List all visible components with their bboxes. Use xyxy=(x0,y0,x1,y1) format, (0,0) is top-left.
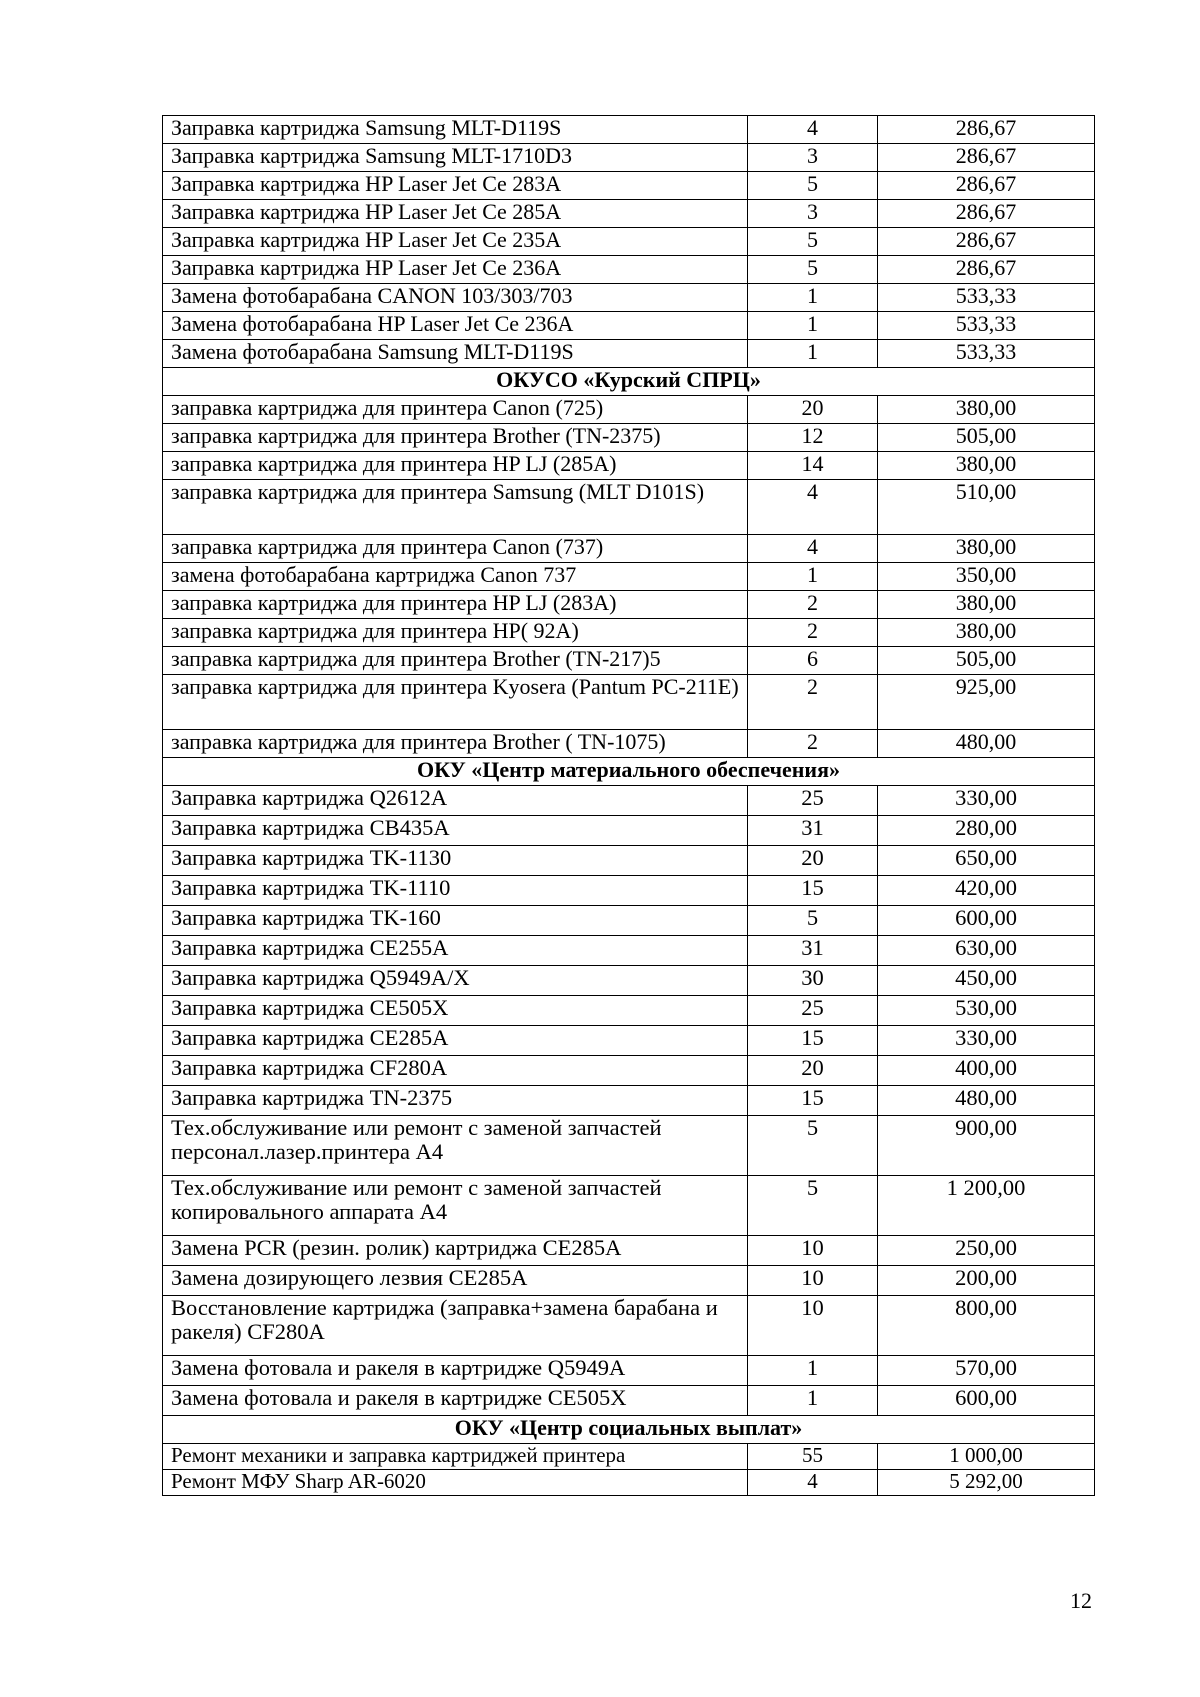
row-quantity: 4 xyxy=(748,480,878,535)
row-price: 286,67 xyxy=(878,228,1095,256)
row-quantity: 5 xyxy=(748,906,878,936)
table-row xyxy=(163,996,1095,1026)
table-row xyxy=(163,396,1095,424)
table-row xyxy=(163,116,1095,144)
row-quantity: 31 xyxy=(748,936,878,966)
row-description: Заправка картриджа CE255A xyxy=(163,936,748,966)
table-row xyxy=(163,1116,1095,1176)
row-price: 533,33 xyxy=(878,340,1095,368)
row-description: заправка картриджа для принтера HP LJ (283A) xyxy=(163,591,748,619)
table-row xyxy=(163,730,1095,758)
row-description: Заправка картриджа TK-1130 xyxy=(163,846,748,876)
row-price: 380,00 xyxy=(878,452,1095,480)
row-quantity: 4 xyxy=(748,535,878,563)
row-description: Замена фотовала и ракеля в картридже Q5949A xyxy=(163,1356,748,1386)
row-price: 925,00 xyxy=(878,675,1095,730)
row-quantity: 2 xyxy=(748,619,878,647)
table-row xyxy=(163,228,1095,256)
row-description: Заправка картриджа HP Laser Jet Ce 236A xyxy=(163,256,748,284)
table-row xyxy=(163,144,1095,172)
table-row xyxy=(163,619,1095,647)
row-price: 480,00 xyxy=(878,1086,1095,1116)
row-description: Замена фотобарабана HP Laser Jet Ce 236A xyxy=(163,312,748,340)
table-row xyxy=(163,1176,1095,1236)
table-row xyxy=(163,1086,1095,1116)
table-row xyxy=(163,591,1095,619)
table-row xyxy=(163,172,1095,200)
row-quantity: 5 xyxy=(748,1116,878,1176)
row-quantity: 5 xyxy=(748,256,878,284)
row-description: Заправка картриджа TK-1110 xyxy=(163,876,748,906)
row-price: 505,00 xyxy=(878,424,1095,452)
row-quantity: 10 xyxy=(748,1266,878,1296)
row-description: Заправка картриджа TK-160 xyxy=(163,906,748,936)
table-row xyxy=(163,1056,1095,1086)
table-row xyxy=(163,563,1095,591)
row-price: 380,00 xyxy=(878,619,1095,647)
table-row xyxy=(163,647,1095,675)
row-quantity: 1 xyxy=(748,563,878,591)
table-row xyxy=(163,1386,1095,1416)
row-price: 570,00 xyxy=(878,1356,1095,1386)
row-price: 650,00 xyxy=(878,846,1095,876)
table-row xyxy=(163,1296,1095,1356)
row-description: Тех.обслуживание или ремонт с заменой запчастей копировального аппарата А4 xyxy=(163,1176,748,1236)
row-price: 600,00 xyxy=(878,906,1095,936)
row-quantity: 2 xyxy=(748,730,878,758)
row-quantity: 6 xyxy=(748,647,878,675)
row-quantity: 15 xyxy=(748,1086,878,1116)
table-row xyxy=(163,1444,1095,1470)
row-quantity: 31 xyxy=(748,816,878,846)
row-description: заправка картриджа для принтера Canon (725) xyxy=(163,396,748,424)
table-row xyxy=(163,1266,1095,1296)
row-quantity: 3 xyxy=(748,144,878,172)
row-description: Замена фотобарабана CANON 103/303/703 xyxy=(163,284,748,312)
row-quantity: 1 xyxy=(748,284,878,312)
table-row xyxy=(163,816,1095,846)
row-description: Заправка картриджа HP Laser Jet Ce 285A xyxy=(163,200,748,228)
table-row xyxy=(163,1026,1095,1056)
row-quantity: 12 xyxy=(748,424,878,452)
row-quantity: 20 xyxy=(748,846,878,876)
row-description: заправка картриджа для принтера HP( 92A) xyxy=(163,619,748,647)
row-price: 286,67 xyxy=(878,200,1095,228)
row-quantity: 2 xyxy=(748,675,878,730)
row-price: 505,00 xyxy=(878,647,1095,675)
row-quantity: 20 xyxy=(748,1056,878,1086)
table-row xyxy=(163,846,1095,876)
row-quantity: 14 xyxy=(748,452,878,480)
row-description: Замена дозирующего лезвия CE285A xyxy=(163,1266,748,1296)
row-description: заправка картриджа для принтера HP LJ (285A) xyxy=(163,452,748,480)
row-quantity: 15 xyxy=(748,1026,878,1056)
row-description: Заправка картриджа TN-2375 xyxy=(163,1086,748,1116)
row-price: 380,00 xyxy=(878,591,1095,619)
row-price: 380,00 xyxy=(878,535,1095,563)
row-quantity: 4 xyxy=(748,116,878,144)
row-quantity: 5 xyxy=(748,1176,878,1236)
row-price: 280,00 xyxy=(878,816,1095,846)
row-quantity: 1 xyxy=(748,1386,878,1416)
row-price: 533,33 xyxy=(878,284,1095,312)
table-row xyxy=(163,966,1095,996)
row-description: Замена фотобарабана Samsung MLT-D119S xyxy=(163,340,748,368)
table-row xyxy=(163,200,1095,228)
row-description: Замена фотовала и ракеля в картридже CE505X xyxy=(163,1386,748,1416)
row-description: заправка картриджа для принтера Kyosera (Pantum PC-211E) xyxy=(163,675,748,730)
row-description: замена фотобарабана картриджа Canon 737 xyxy=(163,563,748,591)
row-quantity: 10 xyxy=(748,1236,878,1266)
page-number: 12 xyxy=(1070,1588,1092,1613)
table-row xyxy=(163,906,1095,936)
row-price: 533,33 xyxy=(878,312,1095,340)
row-price: 330,00 xyxy=(878,1026,1095,1056)
row-price: 480,00 xyxy=(878,730,1095,758)
row-quantity: 10 xyxy=(748,1296,878,1356)
price-table xyxy=(162,115,1095,1496)
row-quantity: 1 xyxy=(748,312,878,340)
table-row xyxy=(163,876,1095,906)
row-description: Заправка картриджа CB435A xyxy=(163,816,748,846)
section-title: ОКУСО «Курский СПРЦ» xyxy=(163,368,1095,396)
section-title: ОКУ «Центр материального обеспечения» xyxy=(163,758,1095,786)
row-price: 330,00 xyxy=(878,786,1095,816)
row-price: 286,67 xyxy=(878,256,1095,284)
table-row xyxy=(163,1236,1095,1266)
row-quantity: 15 xyxy=(748,876,878,906)
table-row xyxy=(163,786,1095,816)
table-row xyxy=(163,312,1095,340)
row-quantity: 5 xyxy=(748,172,878,200)
row-price: 286,67 xyxy=(878,144,1095,172)
row-price: 5 292,00 xyxy=(878,1470,1095,1496)
row-description: Восстановление картриджа (заправка+замена барабана и ракеля) CF280A xyxy=(163,1296,748,1356)
row-price: 420,00 xyxy=(878,876,1095,906)
row-quantity: 4 xyxy=(748,1470,878,1496)
row-price: 350,00 xyxy=(878,563,1095,591)
row-description: Заправка картриджа Samsung MLT-D119S xyxy=(163,116,748,144)
row-price: 286,67 xyxy=(878,116,1095,144)
table-row xyxy=(163,340,1095,368)
row-quantity: 2 xyxy=(748,591,878,619)
section-header-row xyxy=(163,758,1095,786)
row-price: 600,00 xyxy=(878,1386,1095,1416)
row-price: 200,00 xyxy=(878,1266,1095,1296)
row-description: Ремонт механики и заправка картриджей принтера xyxy=(163,1444,748,1470)
table-row xyxy=(163,480,1095,535)
row-description: заправка картриджа для принтера Canon (737) xyxy=(163,535,748,563)
row-price: 400,00 xyxy=(878,1056,1095,1086)
row-description: Заправка картриджа Q5949A/X xyxy=(163,966,748,996)
row-description: Ремонт МФУ Sharp AR-6020 xyxy=(163,1470,748,1496)
row-quantity: 55 xyxy=(748,1444,878,1470)
table-row xyxy=(163,452,1095,480)
row-price: 900,00 xyxy=(878,1116,1095,1176)
row-price: 450,00 xyxy=(878,966,1095,996)
row-price: 530,00 xyxy=(878,996,1095,1026)
row-price: 380,00 xyxy=(878,396,1095,424)
row-description: Заправка картриджа Q2612A xyxy=(163,786,748,816)
row-description: Заправка картриджа Samsung MLT-1710D3 xyxy=(163,144,748,172)
table-row xyxy=(163,1356,1095,1386)
table-row xyxy=(163,535,1095,563)
row-price: 286,67 xyxy=(878,172,1095,200)
row-quantity: 1 xyxy=(748,1356,878,1386)
row-price: 510,00 xyxy=(878,480,1095,535)
row-description: заправка картриджа для принтера Samsung (MLT D101S) xyxy=(163,480,748,535)
row-quantity: 5 xyxy=(748,228,878,256)
row-description: Заправка картриджа HP Laser Jet Ce 235A xyxy=(163,228,748,256)
row-description: Замена PCR (резин. ролик) картриджа CE285A xyxy=(163,1236,748,1266)
row-description: Заправка картриджа CE285A xyxy=(163,1026,748,1056)
table-row xyxy=(163,936,1095,966)
row-quantity: 25 xyxy=(748,996,878,1026)
table-row xyxy=(163,284,1095,312)
row-price: 630,00 xyxy=(878,936,1095,966)
row-quantity: 3 xyxy=(748,200,878,228)
row-quantity: 25 xyxy=(748,786,878,816)
table-row xyxy=(163,1470,1095,1496)
row-description: Тех.обслуживание или ремонт с заменой запчастей персонал.лазер.принтера А4 xyxy=(163,1116,748,1176)
table-row xyxy=(163,675,1095,730)
row-price: 1 000,00 xyxy=(878,1444,1095,1470)
row-description: заправка картриджа для принтера Brother (TN-2375) xyxy=(163,424,748,452)
section-header-row xyxy=(163,1416,1095,1444)
section-title: ОКУ «Центр социальных выплат» xyxy=(163,1416,1095,1444)
table-row xyxy=(163,256,1095,284)
row-price: 250,00 xyxy=(878,1236,1095,1266)
row-quantity: 20 xyxy=(748,396,878,424)
row-price: 1 200,00 xyxy=(878,1176,1095,1236)
row-description: Заправка картриджа HP Laser Jet Ce 283A xyxy=(163,172,748,200)
row-quantity: 1 xyxy=(748,340,878,368)
row-description: заправка картриджа для принтера Brother ( TN-1075) xyxy=(163,730,748,758)
row-description: Заправка картриджа CE505X xyxy=(163,996,748,1026)
row-description: Заправка картриджа CF280A xyxy=(163,1056,748,1086)
row-description: заправка картриджа для принтера Brother (TN-217)5 xyxy=(163,647,748,675)
row-price: 800,00 xyxy=(878,1296,1095,1356)
table-row xyxy=(163,424,1095,452)
row-quantity: 30 xyxy=(748,966,878,996)
section-header-row xyxy=(163,368,1095,396)
